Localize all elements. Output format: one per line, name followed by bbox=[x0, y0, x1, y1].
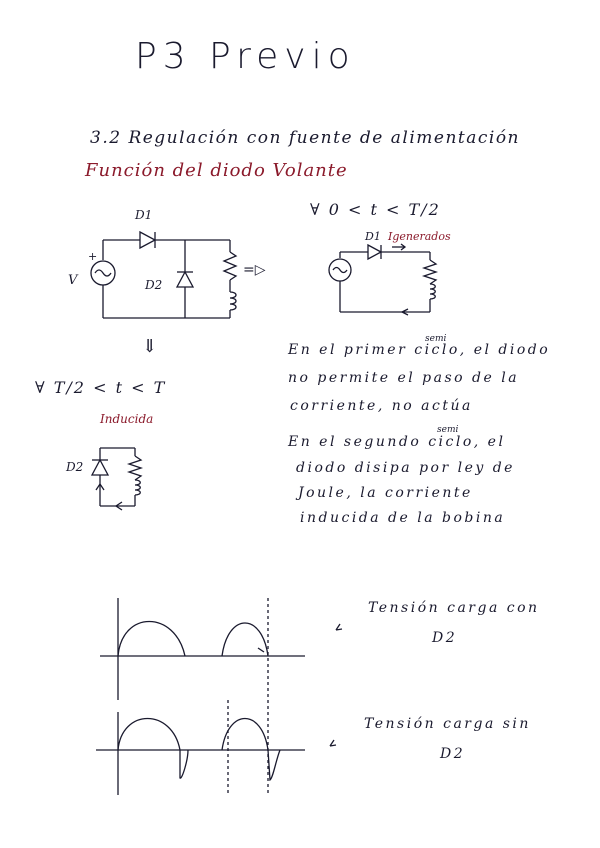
main-circuit bbox=[91, 232, 236, 318]
wave-2-label: Tensión carga sin bbox=[364, 716, 531, 732]
label-v: V bbox=[68, 273, 78, 288]
label-inducida: Inducida bbox=[100, 412, 154, 426]
page-title: P3 Previo bbox=[135, 36, 356, 77]
condition-second-half: ∀ T/2 < t < T bbox=[35, 378, 167, 397]
wave-1-arrow-icon bbox=[336, 624, 342, 630]
semi-2: semi bbox=[437, 425, 459, 435]
equivalent-arrow: =▷ bbox=[243, 262, 266, 278]
diode-d1-small-icon bbox=[368, 245, 381, 259]
circuit-d1-conducting bbox=[329, 244, 436, 315]
note-2d: inducida de la bobina bbox=[300, 510, 506, 526]
label-d2: D2 bbox=[145, 278, 163, 292]
condition-first-half: ∀ 0 < t < T/2 bbox=[310, 200, 441, 219]
resistor-icon bbox=[224, 252, 236, 280]
diode-d1-icon bbox=[140, 232, 155, 248]
note-2a: En el segundo ciclo, el bbox=[288, 434, 506, 450]
label-d1-igen: D1 bbox=[365, 230, 381, 243]
semi-1: semi bbox=[425, 334, 447, 344]
note-1b: no permite el paso de la bbox=[288, 370, 520, 386]
label-d1: D1 bbox=[135, 208, 153, 222]
label-d2-bottom: D2 bbox=[66, 460, 84, 474]
wave-1-label-d2: D2 bbox=[432, 630, 458, 646]
waveform-without-d2 bbox=[96, 700, 305, 795]
label-plus: + bbox=[88, 250, 98, 263]
wave-2-label-d2: D2 bbox=[440, 746, 466, 762]
subtitle: Función del diodo Volante bbox=[85, 160, 348, 181]
note-1c: corriente, no actúa bbox=[290, 398, 473, 414]
note-2b: diodo disipa por ley de bbox=[296, 460, 515, 476]
arrow-down: ⇓ bbox=[142, 336, 158, 357]
note-2c: Joule, la corriente bbox=[298, 485, 473, 501]
wave-1-label: Tensión carga con bbox=[368, 600, 540, 616]
diode-d2-small-icon bbox=[92, 460, 108, 475]
diode-d2-icon bbox=[177, 272, 193, 287]
waveform-with-d2 bbox=[100, 598, 305, 700]
circuit-d2-freewheel bbox=[92, 448, 141, 510]
label-igenerados: Igenerados bbox=[388, 230, 451, 243]
section-heading: 3.2 Regulación con fuente de alimentación bbox=[90, 128, 520, 148]
note-1a: En el primer ciclo, el diodo bbox=[288, 342, 551, 358]
wave-2-arrow-icon bbox=[330, 740, 336, 746]
inductor-icon bbox=[230, 292, 236, 310]
